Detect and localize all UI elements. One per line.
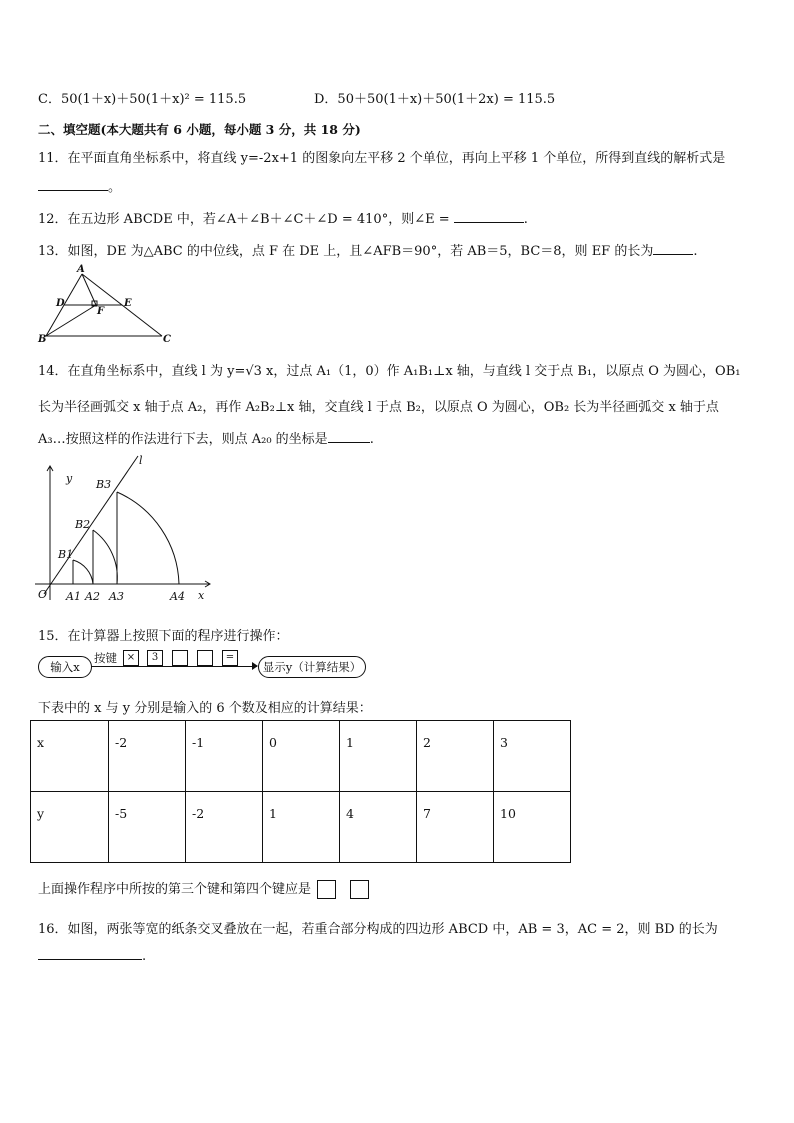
segment-bf [46, 305, 96, 336]
question-15-answer [38, 878, 369, 899]
question-13 [38, 240, 697, 259]
label-a4: A4 [170, 590, 185, 603]
table-cell: -1 [186, 721, 263, 792]
label-a: A [77, 264, 85, 275]
line-l [44, 456, 138, 594]
table-cell: y [31, 792, 109, 863]
triangle-figure [36, 262, 176, 344]
label-b: B [38, 334, 47, 344]
table-cell: 7 [417, 792, 494, 863]
question-11-text: 11．在平面直角坐标系中，将直线 y=-2x+1 的图象向左平移 2 个单位，再向上平移 1 个单位，所得到直线的解析式是 [38, 151, 726, 166]
question-13-end: . [693, 244, 698, 259]
question-12-end: . [523, 212, 528, 227]
answer-blank [328, 430, 370, 443]
label-b3: B3 [96, 478, 112, 491]
arc-2 [93, 530, 117, 584]
display-y-box: 显示y（计算结果） [258, 656, 366, 678]
table-cell: -5 [109, 792, 186, 863]
question-16-answer-line [38, 947, 146, 964]
arc-3 [117, 492, 179, 584]
question-11-end: 。 [108, 180, 122, 195]
question-14-line1: 14．在直角坐标系中，直线 l 为 y=√3 x，过点 A₁（1，0）作 A₁B₁⊥x 轴，与直线 l 交于点 B₁，以原点 O 为圆心，OB₁ [38, 364, 741, 379]
arc-1 [73, 560, 93, 584]
table-cell: 3 [494, 721, 571, 792]
question-12 [38, 208, 528, 227]
question-15-intro: 15．在计算器上按照下面的程序进行操作： [38, 629, 289, 644]
answer-blank [653, 242, 693, 255]
table-cell: 4 [340, 792, 417, 863]
table-cell: 1 [263, 792, 340, 863]
question-12-text: 12．在五边形 ABCDE 中，若∠A＋∠B＋∠C＋∠D = 410°，则∠E = [38, 212, 454, 227]
label-f: F [97, 306, 105, 317]
table-cell: 10 [494, 792, 571, 863]
key-3: 3 [147, 650, 163, 666]
key-blank-3 [172, 650, 188, 666]
arrow-connector [91, 666, 257, 667]
table-cell: 0 [263, 721, 340, 792]
label-l: l [139, 454, 143, 467]
section-heading: 二、填空题(本大题共有 6 小题，每小题 3 分，共 18 分) [38, 122, 361, 137]
question-14-line2: 长为半径画弧交 x 轴于点 A₂，再作 A₂B₂⊥x 轴，交直线 l 于点 B₂，以原点 O 为圆心，OB₂ 长为半径画弧交 x 轴于点 [38, 400, 719, 415]
label-a3: A3 [109, 590, 124, 603]
keys-label: 按键 [94, 651, 117, 665]
question-13-text: 13．如图，DE 为△ABC 的中位线，点 F 在 DE 上，且∠AFB＝90°，若 AB＝5，BC＝8，则 EF 的长为 [38, 244, 654, 259]
label-d: D [56, 298, 65, 309]
table-cell: 1 [340, 721, 417, 792]
question-16-text: 16．如图，两张等宽的纸条交叉叠放在一起，若重合部分构成的四边形 ABCD 中，AB = 3，AC = 2，则 BD 的长为 [38, 922, 718, 937]
question-11-answer-line [38, 176, 121, 195]
answer-blank [454, 210, 524, 223]
answer-blank [38, 178, 108, 191]
question-14-end: . [369, 432, 374, 447]
question-14-line3 [38, 428, 374, 447]
label-b1: B1 [58, 548, 74, 561]
key-blank-4 [197, 650, 213, 666]
option-d: D．50＋50(1＋x)＋50(1＋2x) = 115.5 [314, 92, 556, 107]
label-b2: B2 [75, 518, 91, 531]
question-14-text: A₃…按照这样的作法进行下去，则点 A₂₀ 的坐标是 [38, 432, 328, 447]
question-16-end: . [142, 949, 147, 964]
label-c: C [163, 334, 171, 344]
label-y: y [66, 472, 73, 485]
key-equals: = [222, 650, 238, 666]
answer-box-1 [317, 880, 336, 899]
table-cell: x [31, 721, 109, 792]
xy-table [30, 720, 571, 863]
label-e: E [124, 298, 132, 309]
label-a1: A1 [66, 590, 81, 603]
question-15-text: 上面操作程序中所按的第三个键和第四个键应是 [38, 882, 312, 897]
arc-construction-figure [30, 452, 220, 607]
table-intro: 下表中的 x 与 y 分别是输入的 6 个数及相应的计算结果： [38, 701, 372, 716]
table-cell: -2 [186, 792, 263, 863]
key-multiply: × [123, 650, 139, 666]
label-o: O [38, 588, 48, 601]
option-c: C．50(1＋x)＋50(1＋x)² = 115.5 [38, 92, 247, 107]
answer-box-2 [350, 880, 369, 899]
answer-blank [38, 947, 142, 960]
table-row [31, 721, 571, 792]
table-cell: 2 [417, 721, 494, 792]
input-x-box: 输入x [38, 656, 92, 678]
label-a2: A2 [85, 590, 100, 603]
segment-af [82, 274, 96, 305]
table-cell: -2 [109, 721, 186, 792]
table-row [31, 792, 571, 863]
label-x: x [198, 589, 205, 602]
